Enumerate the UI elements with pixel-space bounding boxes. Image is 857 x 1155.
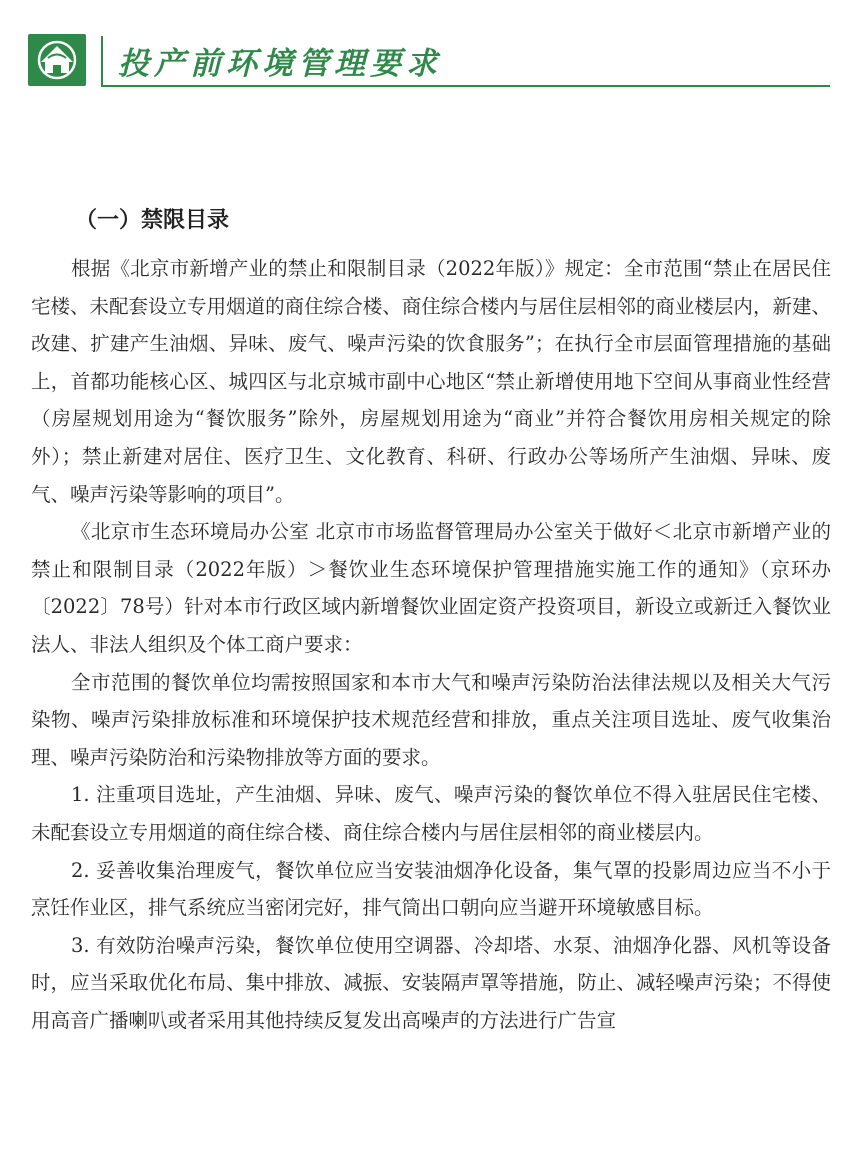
page-title: 投产前环境管理要求 xyxy=(118,46,442,82)
paragraph: 《北京市生态环境局办公室 北京市市场监督管理局办公室关于做好＜北京市新增产业的禁止和限制目录（2022年版）＞餐饮业生态环境保护管理措施实施工作的通知》（京环办〔2022〕78号）针对本市行政区域内新增餐饮业固定资产投资项目，新设立或新迁入餐饮业法人、非法人组织及个体工商户要求： xyxy=(31,520,831,656)
paragraph: 根据《北京市新增产业的禁止和限制目录（2022年版）》规定：全市范围“禁止在居民住宅楼、未配套设立专用烟道的商住综合楼、商住综合楼内与居住层相邻的商业楼层内，新建、改建、扩建产生油烟、异味、废气、噪声污染的饮食服务”；在执行全市层面管理措施的基础上，首都功能核心区、城四区与北京城市副中心地区“禁止新增使用地下空间从事商业性经营（房屋规划用途为“餐饮服务”除外，房屋规划用途为“商业”并符合餐饮用房相关规定的除外）；禁止新建对居住、医疗卫生、文化教育、科研、行政办公等场所产生油烟、异味、废气、噪声污染等影响的项目”。 xyxy=(31,257,831,506)
house-emblem-icon xyxy=(32,38,82,82)
paragraph: 2. 妥善收集治理废气，餐饮单位应当安装油烟净化设备，集气罩的投影周边应当不小于烹饪作业区，排气系统应当密闭完好，排气筒出口朝向应当避开环境敏感目标。 xyxy=(31,858,831,920)
paragraph: 1. 注重项目选址，产生油烟、异味、废气、噪声污染的餐饮单位不得入驻居民住宅楼、未配套设立专用烟道的商住综合楼、商住综合楼内与居住层相邻的商业楼层内。 xyxy=(31,783,831,844)
page-header xyxy=(28,34,830,92)
section-heading: （一）禁限目录 xyxy=(75,208,230,233)
paragraph: 3. 有效防治噪声污染，餐饮单位使用空调器、冷却塔、水泵、油烟净化器、风机等设备时，应当采取优化布局、集中排放、减振、安装隔声罩等措施，防止、减轻噪声污染；不得使用高音广播喇叭或者采用其他持续反复发出高噪声的方法进行广告宣 xyxy=(31,933,831,1032)
paragraph: 全市范围的餐饮单位均需按照国家和本市大气和噪声污染防治法律法规以及相关大气污染物、噪声污染排放标准和环境保护技术规范经营和排放，重点关注项目选址、废气收集治理、噪声污染防治和污染物排放等方面的要求。 xyxy=(31,670,831,769)
document-body xyxy=(31,202,831,1039)
header-divider-horizontal xyxy=(101,85,830,87)
logo xyxy=(28,34,86,86)
header-divider-vertical xyxy=(101,36,103,86)
